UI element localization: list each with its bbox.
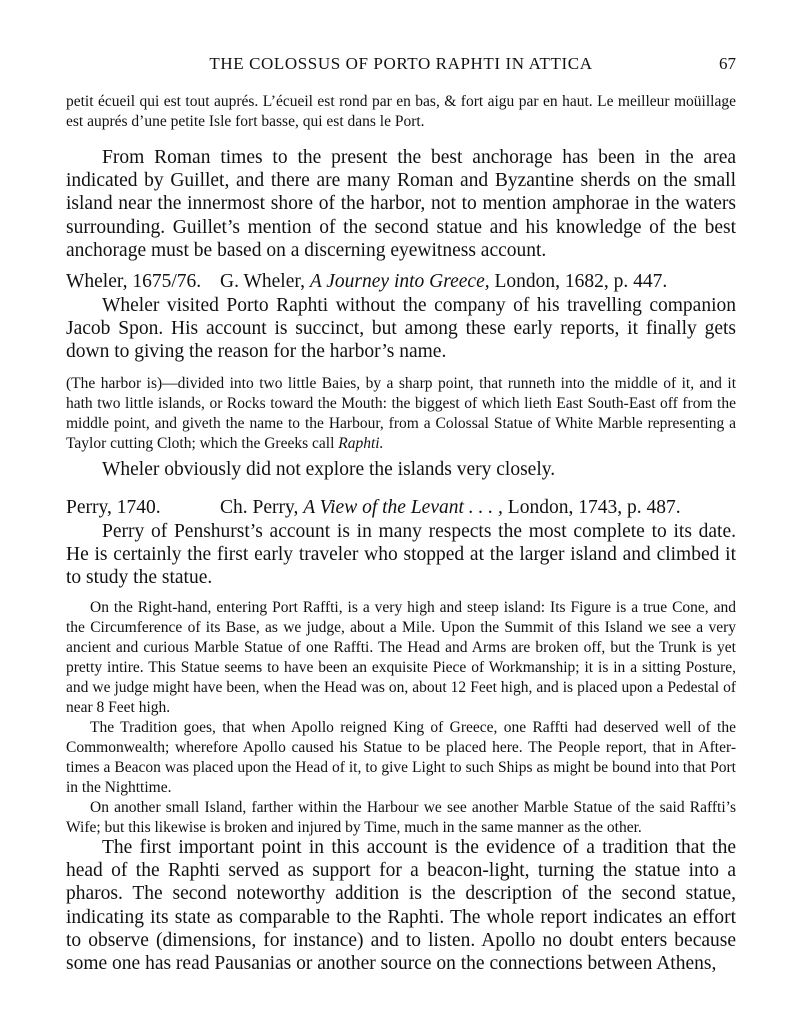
page-header xyxy=(66,54,736,76)
quote-perry-paragraph-2: The Tradition goes, that when Apollo reigned King of Greece, one Raffti had deserved well of the Commonwealth; wherefore Apollo caused his Statue to be placed here. The People report, that in After-times a Beacon was placed upon the Head of it, to give Light to such Ships as might be bound into that Port in the Nighttime. xyxy=(66,719,736,796)
heading-wheler xyxy=(66,270,736,293)
paragraph-final-text: The first important point in this account is the evidence of a tradition that the head of the Raphti served as support for a beacon-light, turning the statue into a pharos. The second noteworthy addition is the description of the second statue, indicating its state as comparable to the Raphti. The whole report indicates an effort to observe (dimensions, for instance) and to listen. Apollo no doubt enters because some one has read Pausanias or another source on the connections between Athens, xyxy=(66,837,736,975)
wheler-citation xyxy=(220,271,667,292)
quote-wheler xyxy=(66,374,736,454)
paragraph-perry-text: Perry of Penshurst’s account is in many respects the most complete to its date. He is certainly the first early traveler who stopped at the larger island and climbed it to study the statue. xyxy=(66,521,736,589)
paragraph-wheler-after-text: Wheler obviously did not explore the islands very closely. xyxy=(102,459,556,480)
perry-citation-details: London, 1743, p. 487. xyxy=(502,497,681,518)
wheler-citation-title: A Journey into Greece, xyxy=(309,271,490,292)
wheler-year: Wheler, 1675/76. xyxy=(66,271,202,292)
wheler-citation-author: G. Wheler, xyxy=(220,271,310,292)
perry-citation-title: A View of the Levant . . . , xyxy=(303,497,503,518)
quote-perry-paragraph-1: On the Right-hand, entering Port Raffti, is a very high and steep island: Its Figure is a true Cone, and the Circumference of its Base, as we judge, about a Mile. Upon the Summit of this Island we see a very ancient and curious Marble Statue of one Raffti. The Head and Arms are broken off, but the Trunk is yet pretty intire. This Statue seems to have been an exquisite Piece of Workmanship; it is in a sitting Posture, and we judge might have been, when the Head was on, about 12 Feet high, and is placed upon a Pedestal of near 8 Feet high. xyxy=(66,599,736,716)
page-number: 67 xyxy=(719,54,736,73)
quote-perry xyxy=(66,598,736,838)
perry-year: Perry, 1740. xyxy=(66,497,161,518)
paragraph-wheler xyxy=(66,294,736,364)
paragraph-wheler-text: Wheler visited Porto Raphti without the company of his travelling companion Jacob Spon. His account is succinct, but among these early reports, it finally gets down to giving the reason for the harbor’s name. xyxy=(66,295,736,363)
perry-citation xyxy=(220,497,681,518)
perry-citation-author: Ch. Perry, xyxy=(220,497,304,518)
paragraph-wheler-after xyxy=(66,458,736,481)
wheler-citation-details: London, 1682, p. 447. xyxy=(489,271,668,292)
quote-guillet-text: petit écueil qui est tout auprés. L’écueil est rond par en bas, & fort aigu par en haut. Le meilleur moüillage est auprés d’une petite Isle fort basse, qui est dans le Port. xyxy=(66,93,736,130)
quote-wheler-text xyxy=(66,374,736,454)
running-title: THE COLOSSUS OF PORTO RAPHTI IN ATTICA xyxy=(209,54,593,73)
quote-wheler-main: (The harbor is)—divided into two little Baies, by a sharp point, that runneth into the middle of it, and it hath two little islands, or Rocks toward the Mouth: the biggest of which lieth East South-East off from the middle point, and giveth the name to the Harbour, from a Colossal Statue of White Marble representing a Taylor cutting Cloth; which the Greeks call xyxy=(66,375,736,452)
paragraph-roman-times xyxy=(66,146,736,262)
paragraph-perry xyxy=(66,520,736,590)
heading-perry xyxy=(66,496,736,519)
quote-wheler-raphti: Raphti. xyxy=(338,435,384,452)
paragraph-roman-times-text: From Roman times to the present the best anchorage has been in the area indicated by Guillet, and there are many Roman and Byzantine sherds on the small island near the innermost shore of the harbor, not to mention amphorae in the waters surrounding. Guillet’s mention of the second statue and his knowledge of the best anchorage must be based on a discerning eyewitness account. xyxy=(66,147,736,261)
paragraph-final xyxy=(66,836,736,975)
quote-guillet xyxy=(66,92,736,132)
quote-perry-paragraph-3: On another small Island, farther within the Harbour we see another Marble Statue of the said Raffti’s Wife; but this likewise is broken and injured by Time, much in the same manner as the other. xyxy=(66,799,736,836)
